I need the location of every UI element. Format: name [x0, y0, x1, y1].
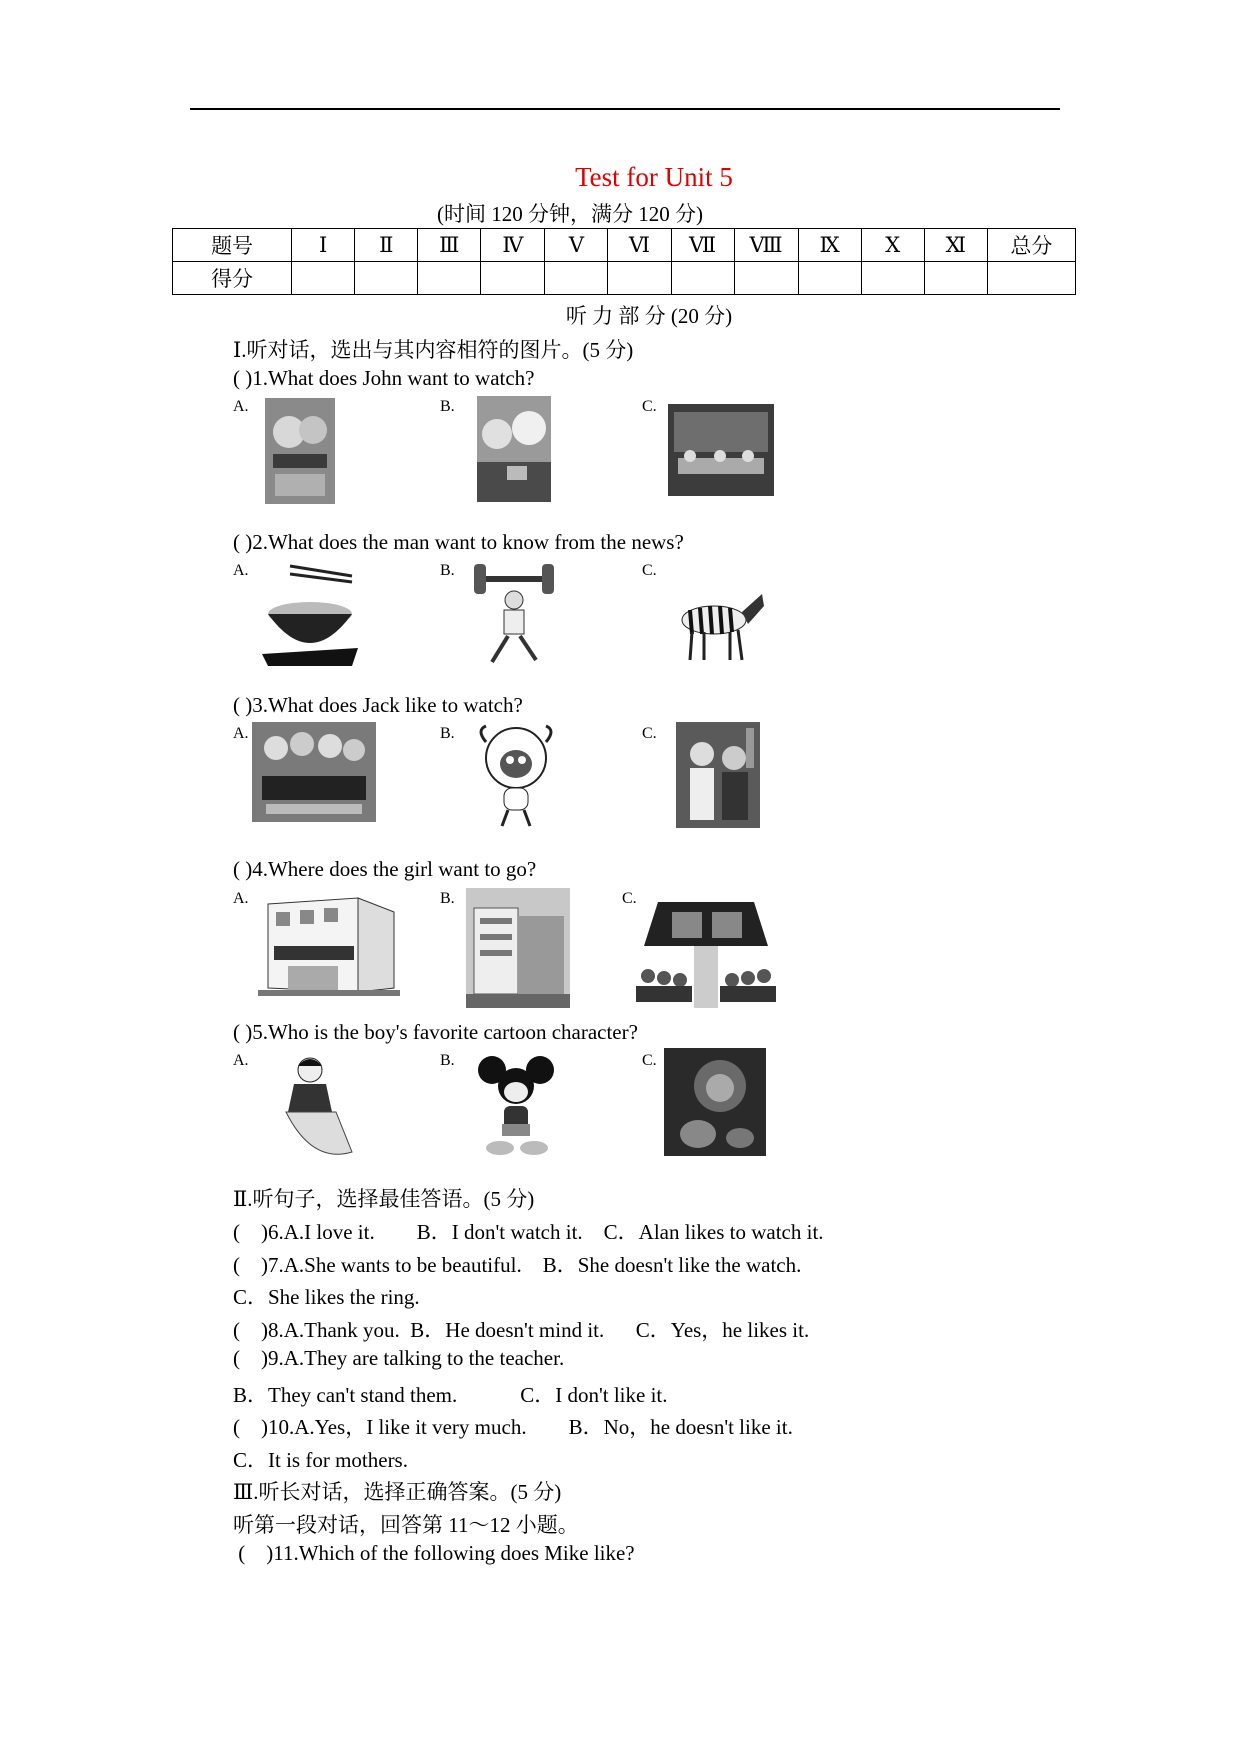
score-table [172, 228, 1076, 295]
zebra-image [672, 590, 766, 662]
question-9-options: B．They can't stand them. C．I don't like it. [233, 1383, 668, 1407]
question-6: ( )6.A.I love it. B．I don't watch it. C．Alan likes to watch it. [233, 1220, 824, 1244]
question-10-option-c: C．It is for mothers. [233, 1448, 408, 1472]
option-label: A. [233, 398, 249, 415]
option-label: B. [440, 890, 455, 907]
score-header-row [173, 229, 1076, 262]
sheep-cartoon-image [472, 722, 560, 828]
score-blank [545, 262, 608, 295]
option-label: A. [233, 1052, 249, 1069]
score-cell: Ⅳ [481, 229, 545, 262]
talk-show-image [668, 404, 774, 496]
listening-header: 听 力 部 分 (20 分) [565, 304, 733, 328]
question-7-option-c: C．She likes the ring. [233, 1285, 420, 1309]
score-label: 得分 [173, 262, 292, 295]
option-label: C. [642, 725, 657, 742]
drama-poster-image [676, 722, 760, 828]
score-blank [924, 262, 987, 295]
option-label: B. [440, 1052, 455, 1069]
question-8: ( )8.A.Thank you. B．He doesn't mind it. C．Yes，he likes it. [233, 1318, 810, 1342]
score-blank [671, 262, 734, 295]
score-blank [987, 262, 1075, 295]
score-cell: 题号 [173, 229, 292, 262]
option-label: C. [642, 562, 657, 579]
princess-cartoon-image [266, 1052, 358, 1158]
score-blank [861, 262, 924, 295]
score-blank [355, 262, 418, 295]
score-blank [734, 262, 798, 295]
supermarket-image [258, 888, 400, 1000]
question-11: ( )11.Which of the following does Mike like? [233, 1541, 635, 1565]
cinema-image [628, 896, 784, 1008]
option-label: B. [440, 725, 455, 742]
score-blank [481, 262, 545, 295]
option-label: B. [440, 562, 455, 579]
mickey-mouse-image [474, 1052, 558, 1158]
option-label: B. [440, 398, 455, 415]
score-cell: 总分 [987, 229, 1075, 262]
score-cell: Ⅺ [924, 229, 987, 262]
score-cell: Ⅱ [355, 229, 418, 262]
question-3: ( )3.What does Jack like to watch? [233, 693, 523, 717]
option-label: C. [642, 398, 657, 415]
score-blank [608, 262, 671, 295]
tv-show-poster-image [252, 722, 376, 822]
section3-heading: Ⅲ.听长对话，选择正确答案。(5 分) [233, 1480, 562, 1504]
page-subtitle: (时间 120 分钟，满分 120 分) [437, 202, 703, 226]
score-cell: Ⅲ [418, 229, 481, 262]
score-cell: Ⅵ [608, 229, 671, 262]
section3-intro: 听第一段对话，回答第 11～12 小题。 [233, 1513, 579, 1537]
option-label: C. [642, 1052, 657, 1069]
section1-heading: Ⅰ.听对话，选出与其内容相符的图片。(5 分) [233, 338, 634, 362]
office-building-image [466, 888, 570, 1008]
noodle-bowl-image [260, 562, 360, 668]
lion-king-image [664, 1048, 766, 1156]
score-value-row [173, 262, 1076, 295]
question-1: ( )1.What does John want to watch? [233, 366, 535, 390]
page-title: Test for Unit 5 [575, 162, 733, 192]
option-label: A. [233, 725, 249, 742]
weightlifter-image [470, 558, 558, 668]
score-cell: Ⅹ [861, 229, 924, 262]
score-blank [418, 262, 481, 295]
option-label: A. [233, 890, 249, 907]
score-blank [292, 262, 355, 295]
score-cell: Ⅸ [798, 229, 861, 262]
option-label: C. [622, 890, 637, 907]
cartoon-poster-image [265, 398, 335, 504]
question-5: ( )5.Who is the boy's favorite cartoon character? [233, 1020, 638, 1044]
question-2: ( )2.What does the man want to know from the news? [233, 530, 684, 554]
question-9: ( )9.A.They are talking to the teacher. [233, 1346, 565, 1370]
score-cell: Ⅷ [734, 229, 798, 262]
question-10: ( )10.A.Yes，I like it very much. B．No，he doesn't like it. [233, 1415, 793, 1439]
comedy-poster-image [477, 396, 551, 502]
question-7: ( )7.A.She wants to be beautiful. B．She doesn't like the watch. [233, 1253, 802, 1277]
score-cell: Ⅴ [545, 229, 608, 262]
header-rule [190, 108, 1060, 110]
score-cell: Ⅶ [671, 229, 734, 262]
option-label: A. [233, 562, 249, 579]
score-blank [798, 262, 861, 295]
question-4: ( )4.Where does the girl want to go? [233, 857, 537, 881]
score-cell: Ⅰ [292, 229, 355, 262]
section2-heading: Ⅱ.听句子，选择最佳答语。(5 分) [233, 1187, 535, 1211]
